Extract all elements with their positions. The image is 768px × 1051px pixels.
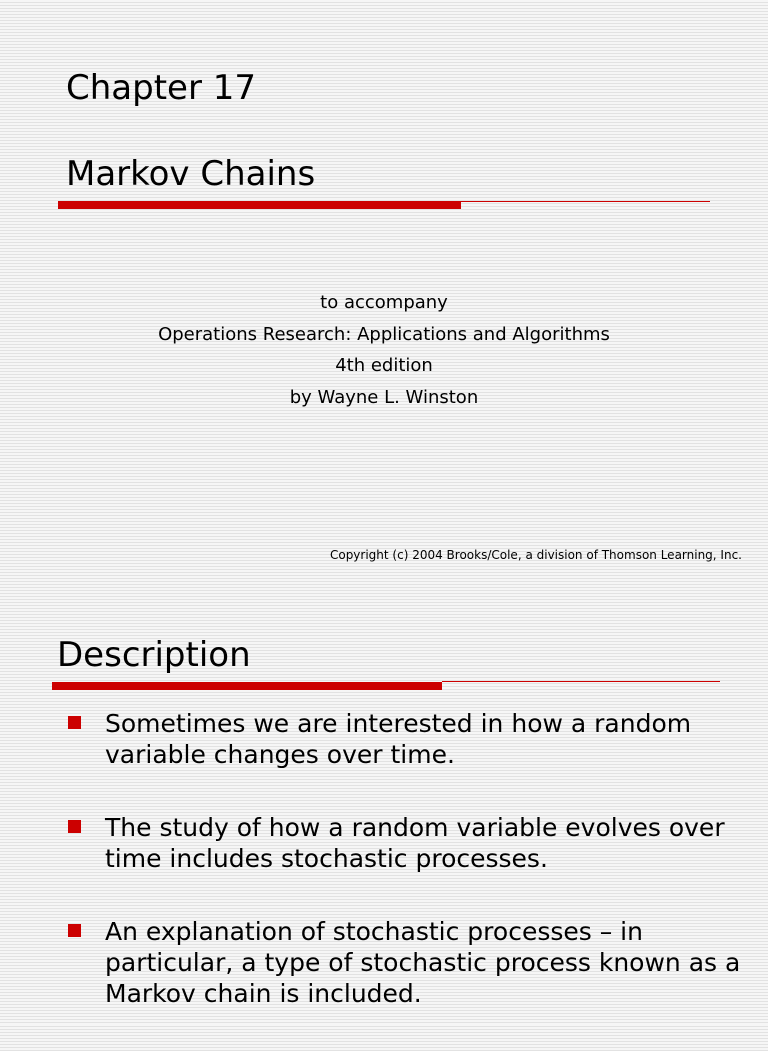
slide-title: Markov Chains: [66, 154, 316, 194]
bullet-text: Sometimes we are interested in how a random variable changes over time.: [105, 709, 692, 769]
bullet-text: The study of how a random variable evolves over time includes stochastic processes.: [105, 813, 725, 873]
slide-title: Description: [57, 635, 251, 675]
title-underline-thin: [442, 681, 720, 682]
subtitle-line: Operations Research: Applications and Algorithms: [158, 323, 610, 345]
description-slide: [0, 605, 768, 1024]
title-underline-thin: [461, 201, 710, 202]
subtitle-line: 4th edition: [335, 355, 433, 377]
red-square-bullet-icon: [68, 820, 81, 833]
chapter-heading: Chapter 17: [66, 68, 257, 108]
list-item: [66, 812, 746, 874]
copyright-notice: Copyright (c) 2004 Brooks/Cole, a division of Thomson Learning, Inc.: [329, 548, 742, 562]
subtitle-line: by Wayne L. Winston: [289, 387, 479, 409]
subtitle-line: to accompany: [320, 292, 448, 313]
red-square-bullet-icon: [68, 924, 81, 937]
title-underline-thick: [52, 682, 442, 690]
list-item: [66, 708, 746, 770]
red-square-bullet-icon: [68, 716, 81, 729]
bullet-text: An explanation of stochastic processes – in particular, a type of stochastic process known as a Markov chain is included.: [105, 917, 741, 1008]
bullet-list: [66, 708, 746, 1051]
subtitle-block: [84, 287, 684, 414]
title-underline-thick: [58, 201, 461, 209]
list-item: [66, 916, 746, 1009]
